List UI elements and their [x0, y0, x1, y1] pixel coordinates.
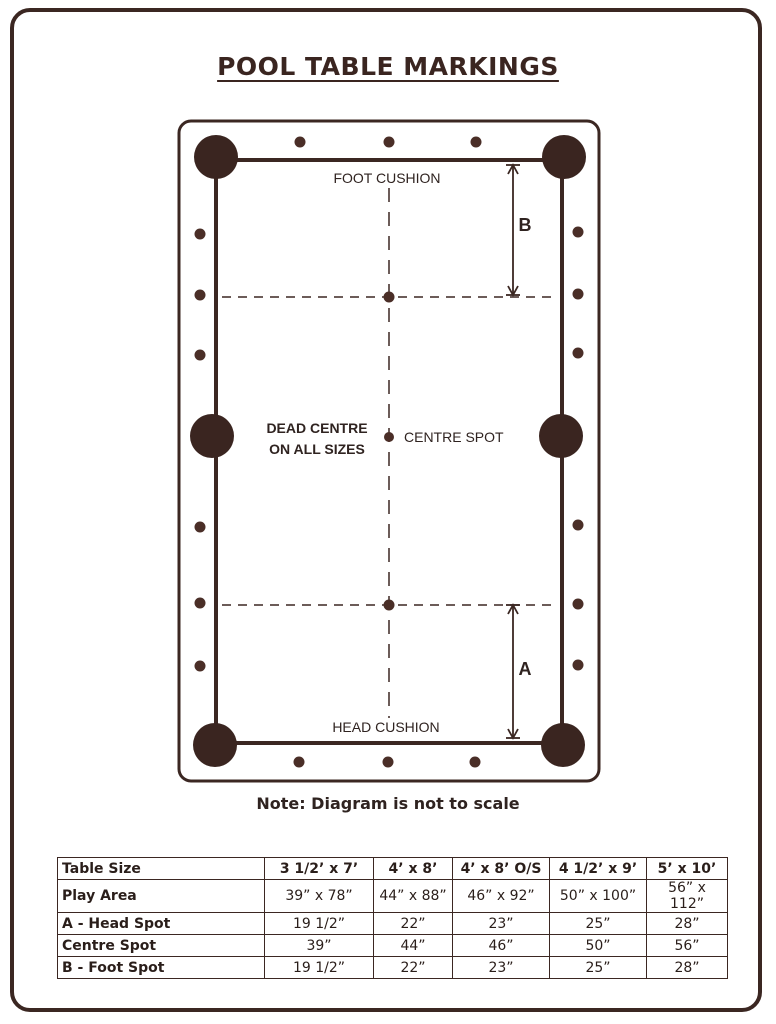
pocket-bottom-right	[541, 723, 585, 767]
head-spot	[384, 600, 395, 611]
table-row	[58, 913, 728, 935]
table-row	[58, 880, 728, 913]
dead-centre-label-line1: DEAD CENTRE	[266, 420, 368, 436]
table-cell: 28”	[647, 913, 728, 935]
column-header: 5’ x 10’	[647, 858, 728, 880]
head-cushion-label: HEAD CUSHION	[332, 719, 440, 735]
table-cell: 19 1/2”	[265, 913, 374, 935]
table-cell: 25”	[550, 913, 647, 935]
table-cell: 23”	[453, 913, 550, 935]
diamond-marker	[573, 227, 584, 238]
diamond-marker	[195, 522, 206, 533]
row-label: Play Area	[58, 880, 265, 913]
table-cell: 25”	[550, 957, 647, 979]
diamond-marker	[573, 660, 584, 671]
diamond-marker	[470, 757, 481, 768]
table-cell: 44” x 88”	[374, 880, 453, 913]
row-label: Centre Spot	[58, 935, 265, 957]
diamond-marker	[195, 598, 206, 609]
diamond-marker	[573, 599, 584, 610]
diamond-marker	[383, 757, 394, 768]
page-title: POOL TABLE MARKINGS	[217, 52, 559, 81]
diamond-marker	[573, 289, 584, 300]
row-label: B - Foot Spot	[58, 957, 265, 979]
table-cell: 56”	[647, 935, 728, 957]
table-row	[58, 957, 728, 979]
pocket-top-right	[542, 135, 586, 179]
table-cell: 50” x 100”	[550, 880, 647, 913]
dead-centre-label-line2: ON ALL SIZES	[269, 441, 365, 457]
pocket-middle-right	[539, 414, 583, 458]
diamond-marker	[195, 661, 206, 672]
pocket-bottom-left	[193, 723, 237, 767]
row-label: A - Head Spot	[58, 913, 265, 935]
table-cell: 44”	[374, 935, 453, 957]
diamond-marker	[195, 229, 206, 240]
column-header: 4’ x 8’ O/S	[453, 858, 550, 880]
column-header: 3 1/2’ x 7’	[265, 858, 374, 880]
diamond-marker	[295, 137, 306, 148]
diamond-marker	[195, 290, 206, 301]
diamond-marker	[294, 757, 305, 768]
table-cell: 56” x 112”	[647, 880, 728, 913]
diamond-marker	[384, 137, 395, 148]
diamond-marker	[573, 520, 584, 531]
column-header: 4 1/2’ x 9’	[550, 858, 647, 880]
table-cell: 50”	[550, 935, 647, 957]
dimension-a-label: A	[518, 659, 532, 679]
table-size-chart	[57, 857, 728, 979]
table-cell: 39” x 78”	[265, 880, 374, 913]
diamond-marker	[471, 137, 482, 148]
table-cell: 28”	[647, 957, 728, 979]
table-header-row	[58, 858, 728, 880]
table-cell: 39”	[265, 935, 374, 957]
diamond-marker	[573, 348, 584, 359]
table-cell: 46”	[453, 935, 550, 957]
pocket-top-left	[194, 135, 238, 179]
centre-spot-label: CENTRE SPOT	[404, 429, 504, 445]
foot-cushion-label: FOOT CUSHION	[333, 170, 441, 186]
table-cell: 46” x 92”	[453, 880, 550, 913]
table-row	[58, 935, 728, 957]
column-header: 4’ x 8’	[374, 858, 453, 880]
dimension-b-label: B	[518, 215, 532, 235]
diamond-marker	[195, 350, 206, 361]
column-header: Table Size	[58, 858, 265, 880]
centre-spot	[384, 432, 394, 442]
table-cell: 19 1/2”	[265, 957, 374, 979]
table-cell: 23”	[453, 957, 550, 979]
pocket-middle-left	[190, 414, 234, 458]
table-cell: 22”	[374, 913, 453, 935]
table-cell: 22”	[374, 957, 453, 979]
scale-note: Note: Diagram is not to scale	[256, 794, 520, 813]
foot-spot	[384, 292, 395, 303]
